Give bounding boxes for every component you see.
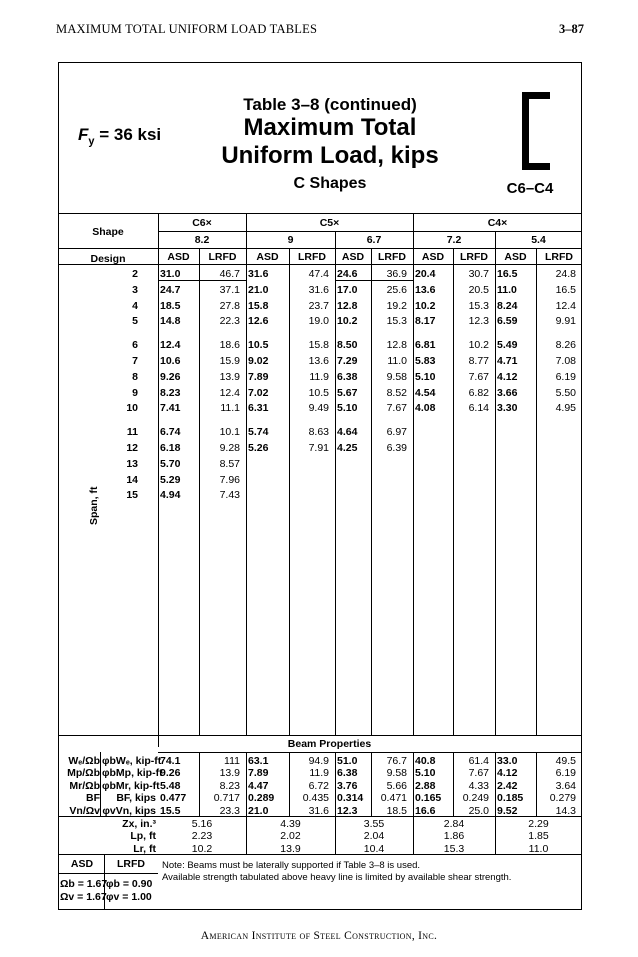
property-value: 7.89 (248, 767, 269, 780)
property-value: 9.58 (386, 767, 407, 780)
table-number: Table 3–8 (continued) (243, 95, 417, 114)
load-value: 11.1 (220, 402, 240, 415)
property-value: 51.0 (337, 755, 358, 767)
load-value: 5.26 (248, 442, 269, 454)
load-value: 11.0 (497, 283, 517, 296)
span-value: 2 (132, 268, 138, 280)
load-value: 7.41 (160, 402, 181, 415)
property-value: 2.88 (415, 779, 436, 792)
load-value: 5.10 (337, 402, 358, 415)
property-value: 40.8 (415, 755, 436, 767)
single-prop-value: 10.4 (363, 842, 385, 855)
load-value: 8.17 (415, 315, 436, 328)
factor-asd-label: ASD (70, 858, 94, 870)
design-column-header: LRFD (460, 251, 488, 263)
property-value: 3.64 (555, 779, 576, 792)
table-note: Note: Beams must be laterally supported if Table 3–8 is used. (162, 860, 421, 871)
column-rule (335, 231, 336, 735)
load-value: 23.7 (308, 299, 329, 312)
single-prop-value: 13.9 (280, 842, 301, 855)
load-value: 5.67 (337, 386, 358, 399)
load-value: 6.59 (497, 315, 518, 328)
factor-subrule (58, 873, 158, 874)
property-value: 49.5 (555, 755, 576, 767)
property-value: 6.72 (308, 779, 329, 792)
beam-props-rule (58, 735, 582, 736)
phi-b: φb = 0.90 (106, 878, 153, 890)
load-value: 12.8 (337, 299, 358, 312)
props-rule (58, 816, 582, 817)
property-value: 11.9 (309, 767, 329, 780)
load-value: 27.8 (219, 299, 240, 312)
load-value: 18.5 (160, 299, 181, 312)
group-rule (158, 231, 582, 232)
load-value: 12.4 (555, 299, 576, 312)
shear-limit-line (335, 280, 413, 281)
load-value: 20.4 (415, 268, 436, 280)
load-value: 6.38 (337, 370, 358, 383)
shape-weight: 9 (287, 234, 294, 246)
shape-weight: 6.7 (366, 234, 382, 246)
column-rule (335, 816, 336, 854)
property-value: 25.0 (468, 804, 489, 817)
load-value: 13.6 (308, 355, 329, 367)
shape-group-header: C5× (319, 217, 340, 229)
property-value: 0.314 (337, 792, 364, 805)
span-value: 10 (126, 402, 138, 415)
single-prop-value: 1.85 (528, 830, 549, 843)
property-value: 0.185 (497, 792, 524, 805)
load-value: 24.6 (337, 268, 358, 280)
load-value: 10.2 (468, 339, 489, 352)
prop-asd-label: Mr/Ωb (69, 779, 100, 792)
property-value: 9.26 (160, 767, 181, 780)
property-value: 4.33 (468, 779, 489, 792)
load-value: 6.74 (160, 426, 181, 439)
span-value: 14 (126, 473, 138, 486)
load-value: 12.6 (248, 315, 269, 328)
span-value: 11 (126, 426, 138, 439)
span-value: 15 (126, 489, 138, 502)
title-line-1: Maximum Total (243, 114, 417, 141)
load-value: 10.2 (337, 315, 358, 328)
load-value: 5.29 (160, 473, 181, 486)
title-subtitle: C Shapes (293, 175, 367, 192)
property-value: 2.42 (497, 779, 518, 792)
property-value: 12.3 (337, 804, 358, 817)
beam-props-subrule (158, 752, 582, 753)
design-column-header: LRFD (298, 251, 326, 263)
load-value: 5.83 (415, 355, 436, 367)
load-value: 10.2 (415, 299, 436, 312)
property-value: 76.7 (386, 755, 407, 767)
property-value: 0.289 (248, 792, 275, 805)
property-value: 13.9 (219, 767, 240, 780)
property-value: 14.3 (555, 804, 576, 817)
load-value: 9.49 (308, 402, 329, 415)
property-value: 74.1 (160, 755, 181, 767)
design-column-header: LRFD (208, 251, 237, 263)
load-value: 4.54 (415, 386, 436, 399)
column-rule (536, 752, 537, 816)
header-rule (58, 213, 582, 214)
single-prop-value: 2.29 (528, 818, 549, 830)
load-value: 6.31 (248, 402, 269, 415)
property-value: 31.6 (308, 804, 329, 817)
single-prop-value: 2.02 (280, 830, 301, 843)
single-prop-value: 2.23 (191, 830, 213, 843)
property-value: 0.165 (415, 792, 442, 805)
prop-lrfd-label: φbMr, kip-ft (102, 779, 160, 792)
load-value: 11.9 (309, 370, 329, 383)
load-value: 14.8 (160, 315, 181, 328)
column-rule (413, 213, 414, 735)
property-value: 111 (224, 755, 240, 767)
single-prop-value: 4.39 (280, 818, 301, 830)
load-value: 5.70 (160, 457, 181, 470)
property-value: 23.3 (219, 804, 240, 817)
property-value: 0.471 (380, 792, 407, 805)
load-value: 4.25 (337, 442, 358, 454)
column-rule (246, 752, 247, 816)
load-value: 7.08 (555, 355, 576, 367)
column-rule (199, 752, 200, 816)
single-prop-label: Zx, in.³ (122, 818, 156, 830)
load-value: 24.8 (555, 268, 576, 280)
property-value: 6.38 (337, 767, 358, 780)
property-value: 63.1 (248, 755, 269, 767)
shape-label: Shape (92, 226, 124, 238)
beam-properties-label: Beam Properties (287, 738, 372, 750)
property-value: 0.717 (213, 792, 240, 805)
shape-range: C6–C4 (506, 180, 554, 197)
load-value: 7.67 (468, 370, 489, 383)
single-prop-value: 5.16 (191, 818, 213, 830)
load-value: 25.6 (386, 283, 407, 296)
load-value: 31.6 (308, 283, 329, 296)
load-value: 30.7 (468, 268, 489, 280)
load-value: 7.43 (219, 489, 240, 502)
property-value: 3.76 (337, 779, 358, 792)
span-value: 4 (132, 299, 138, 312)
load-value: 8.77 (468, 355, 489, 367)
load-value: 8.63 (308, 426, 329, 439)
property-value: 8.23 (219, 779, 240, 792)
omega-v: Ωv = 1.67 (60, 891, 107, 903)
property-value: 15.5 (160, 804, 181, 817)
load-value: 6.19 (555, 370, 576, 383)
prop-asd-label: Vn/Ωv (69, 804, 100, 817)
single-prop-value: 11.0 (528, 842, 549, 855)
span-value: 13 (126, 457, 138, 470)
load-value: 13.6 (415, 283, 436, 296)
load-value: 7.91 (308, 442, 329, 454)
single-prop-value: 1.86 (443, 830, 465, 843)
column-rule (371, 752, 372, 816)
load-value: 7.29 (337, 355, 358, 367)
property-value: 4.47 (248, 779, 269, 792)
load-value: 10.5 (308, 386, 329, 399)
load-value: 4.95 (555, 402, 576, 415)
load-value: 24.7 (160, 283, 181, 296)
column-rule (246, 816, 247, 854)
load-value: 7.67 (386, 402, 407, 415)
load-value: 36.9 (386, 268, 407, 280)
load-value: 22.3 (219, 315, 240, 328)
single-prop-value: 3.55 (363, 818, 385, 830)
page-number: 3–87 (559, 22, 584, 36)
column-rule (335, 752, 336, 816)
load-value: 9.02 (248, 355, 269, 367)
span-value: 6 (132, 339, 138, 352)
load-value: 5.49 (497, 339, 518, 352)
load-value: 8.52 (386, 386, 407, 399)
load-value: 8.50 (337, 339, 358, 352)
load-value: 12.4 (219, 386, 240, 399)
property-value: 0.477 (160, 792, 187, 805)
load-value: 5.50 (555, 386, 576, 399)
column-rule (495, 816, 496, 854)
load-value: 3.30 (497, 402, 518, 415)
title-line-2: Uniform Load, kips (221, 142, 439, 169)
property-value: 6.19 (555, 767, 576, 780)
load-value: 18.6 (219, 339, 240, 352)
column-rule (495, 231, 496, 735)
load-value: 15.8 (308, 339, 329, 352)
phi-v: φv = 1.00 (106, 891, 152, 903)
prop-asd-label: Wₑ/Ωb (68, 755, 100, 767)
load-value: 12.4 (160, 339, 181, 352)
load-value: 19.2 (386, 299, 407, 312)
design-label: Design (90, 253, 126, 265)
column-rule (495, 752, 496, 816)
load-value: 46.7 (219, 268, 240, 280)
property-value: 33.0 (497, 755, 518, 767)
load-value: 7.02 (248, 386, 269, 399)
load-value: 7.96 (219, 473, 240, 486)
property-value: 0.435 (302, 792, 329, 805)
label-divider (100, 752, 101, 816)
load-value: 8.24 (497, 299, 518, 312)
header-title: MAXIMUM TOTAL UNIFORM LOAD TABLES (56, 22, 318, 36)
load-value: 16.5 (497, 268, 518, 280)
load-value: 4.08 (415, 402, 436, 415)
shear-limit-line (158, 280, 246, 281)
load-value: 9.28 (219, 442, 240, 454)
column-rule (158, 213, 159, 747)
column-rule (453, 752, 454, 816)
design-column-header: LRFD (545, 251, 573, 263)
load-value: 16.5 (555, 283, 576, 296)
design-column-header: ASD (167, 251, 190, 263)
load-value: 19.0 (308, 315, 329, 328)
load-value: 37.1 (219, 283, 240, 296)
load-value: 10.6 (160, 355, 181, 367)
running-header (56, 22, 584, 38)
load-value: 6.97 (386, 426, 407, 439)
load-value: 21.0 (248, 283, 269, 296)
load-value: 6.14 (468, 402, 489, 415)
load-value: 7.89 (248, 370, 269, 383)
property-value: 0.249 (462, 792, 489, 805)
single-prop-value: 2.84 (443, 818, 465, 830)
weight-rule (58, 248, 582, 249)
load-value: 8.57 (219, 457, 240, 470)
prop-lrfd-label: φbWₑ, kip-ft (102, 755, 162, 767)
prop-lrfd-label: φvVn, kips (102, 804, 156, 817)
load-value: 15.3 (386, 315, 407, 328)
load-value: 9.58 (386, 370, 407, 383)
load-value: 6.39 (386, 442, 407, 454)
table-note: Available strength tabulated above heavy line is limited by available shear strength. (162, 872, 512, 883)
factor-lrfd-label: LRFD (117, 858, 145, 870)
single-prop-value: 10.2 (191, 842, 213, 855)
shape-weight: 5.4 (531, 234, 546, 246)
load-value: 10.5 (248, 339, 269, 352)
span-value: 12 (126, 442, 138, 454)
design-column-header: ASD (256, 251, 279, 263)
design-column-header: ASD (504, 251, 527, 263)
load-value: 12.8 (386, 339, 407, 352)
property-value: 94.9 (308, 755, 329, 767)
span-value: 5 (132, 315, 138, 328)
load-value: 15.9 (219, 355, 240, 367)
load-value: 8.23 (160, 386, 181, 399)
design-column-header: ASD (421, 251, 445, 263)
shape-weight: 8.2 (194, 234, 210, 246)
property-value: 5.48 (160, 779, 181, 792)
load-value: 12.3 (468, 315, 489, 328)
span-value: 7 (132, 355, 138, 367)
single-prop-value: 15.3 (443, 842, 465, 855)
load-value: 9.26 (160, 370, 181, 383)
factor-rule (58, 854, 582, 855)
prop-asd-label: BF (86, 792, 100, 805)
load-value: 15.3 (468, 299, 489, 312)
property-value: 4.12 (497, 767, 518, 780)
shape-group-header: C4× (487, 217, 508, 229)
property-value: 18.5 (386, 804, 407, 817)
load-value: 17.0 (337, 283, 358, 296)
single-prop-value: 2.04 (363, 830, 385, 843)
load-value: 13.9 (219, 370, 240, 383)
load-value: 4.71 (497, 355, 518, 367)
design-column-header: LRFD (378, 251, 406, 263)
prop-asd-label: Mp/Ωb (67, 767, 100, 780)
design-rule (58, 264, 582, 265)
load-value: 47.4 (308, 268, 329, 280)
span-axis-label: Span, ft (88, 486, 100, 525)
column-rule (413, 816, 414, 854)
load-value: 3.66 (497, 386, 518, 399)
span-value: 8 (132, 370, 138, 383)
load-value: 4.64 (337, 426, 358, 439)
column-rule (413, 752, 414, 816)
load-value: 4.12 (497, 370, 518, 383)
property-value: 0.279 (549, 792, 576, 805)
load-value: 6.81 (415, 339, 436, 352)
column-rule (289, 752, 290, 816)
omega-b: Ωb = 1.67 (60, 878, 108, 890)
load-value: 8.26 (555, 339, 576, 352)
span-value: 3 (132, 283, 138, 296)
load-value: 6.18 (160, 442, 181, 454)
shape-group-header: C6× (192, 217, 212, 229)
property-value: 5.66 (386, 779, 407, 792)
load-value: 11.0 (387, 355, 407, 367)
property-value: 9.52 (497, 804, 518, 817)
property-value: 61.4 (468, 755, 489, 767)
column-rule (246, 213, 247, 735)
load-value: 6.82 (468, 386, 489, 399)
load-value: 5.10 (415, 370, 436, 383)
load-value: 4.94 (160, 489, 181, 502)
shape-weight: 7.2 (446, 234, 462, 246)
load-value: 31.6 (248, 268, 269, 280)
span-value: 9 (132, 386, 138, 399)
load-value: 31.0 (160, 268, 181, 280)
design-column-header: ASD (341, 251, 365, 263)
prop-lrfd-label: BF, kips (116, 792, 156, 805)
footer-publisher: American Institute of Steel Construction, Inc. (200, 930, 438, 942)
load-value: 9.91 (555, 315, 576, 328)
prop-lrfd-label: φbMp, kip-ft (102, 767, 163, 780)
property-value: 16.6 (415, 804, 436, 817)
property-value: 5.10 (415, 767, 436, 780)
load-value: 5.74 (248, 426, 269, 439)
load-value: 15.8 (248, 299, 269, 312)
single-prop-label: Lr, ft (133, 842, 156, 855)
property-value: 7.67 (468, 767, 489, 780)
property-value: 21.0 (248, 804, 269, 817)
load-value: 10.1 (219, 426, 240, 439)
load-value: 20.5 (468, 283, 489, 296)
fy-label: $F_y = 36$ ksi (78, 125, 162, 148)
single-prop-label: Lp, ft (130, 830, 156, 843)
